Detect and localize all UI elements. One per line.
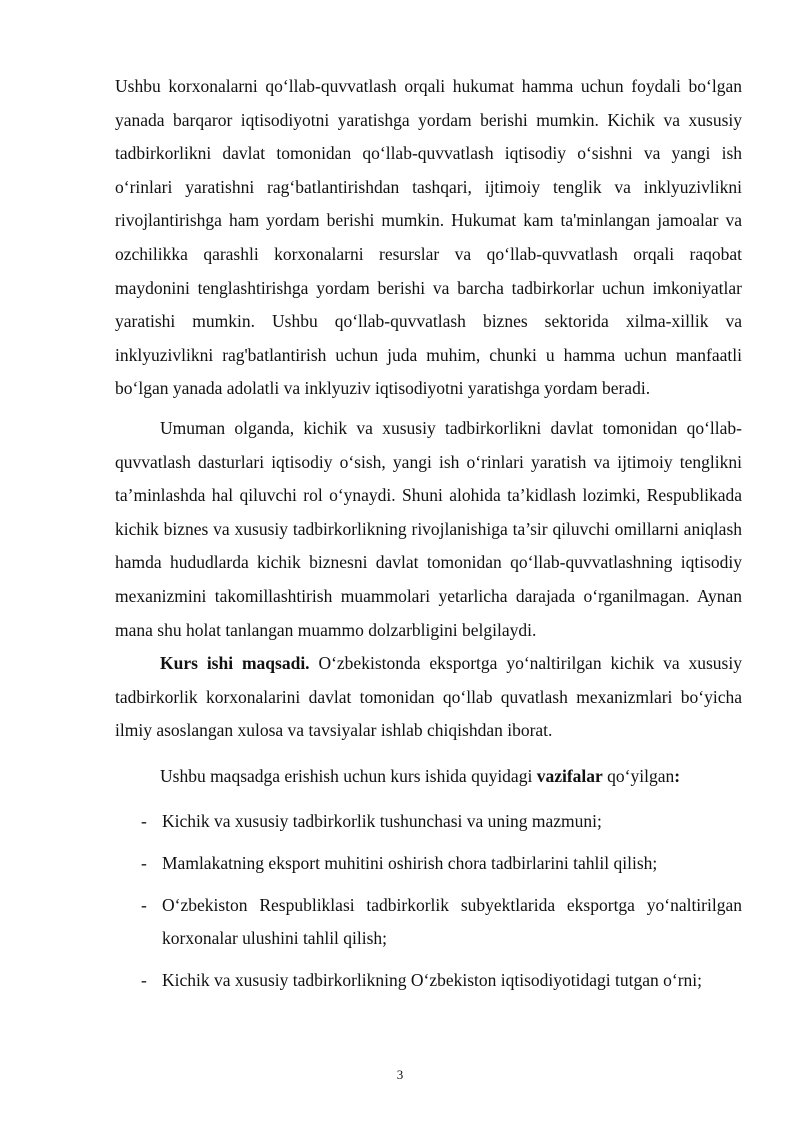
task-text: O‘zbekiston Respubliklasi tadbirkorlik subyektlarida eksportga yo‘naltirilgan korxonalar ulushini tahlil qilish; <box>162 894 742 949</box>
list-item <box>115 889 742 956</box>
document-page <box>115 70 742 1005</box>
paragraph-course-goal <box>115 647 742 748</box>
tasks-intro-end: qo‘yilgan <box>602 765 675 786</box>
paragraph-tasks-intro <box>115 760 742 794</box>
tasks-list <box>115 805 742 997</box>
bullet-dash: - <box>141 853 147 874</box>
list-item <box>115 805 742 839</box>
bullet-dash: - <box>141 894 147 915</box>
tasks-keyword: vazifalar <box>536 765 603 786</box>
paragraph-support-benefits: Ushbu korxonalarni qo‘llab-quvvatlash orqali hukumat hamma uchun foydali bo‘lgan yanada barqaror iqtisodiyotni yaratishga yordam berishi mumkin. Kichik va xususiy tadbirkorlikni davlat tomonidan qo‘llab-quvvatlash iqtisodiy o‘sishni va yangi ish o‘rinlari yaratishni rag‘batlantirishdan tashqari, ijtimoiy tenglik va inklyuzivlikni rivojlantirishga ham yordam berishi mumkin. Hukumat kam ta'minlangan jamoalar va ozchilikka qarashli korxonalarni resurslar va qo‘llab-quvvatlash orqali raqobat maydonini tenglashtirishga yordam berishi va barcha tadbirkorlar uchun imkoniyatlar yaratishi mumkin. Ushbu qo‘llab-quvvatlash biznes sektorida xilma-xillik va inklyuzivlikni rag'batlantirish uchun juda muhim, chunki u hamma uchun manfaatli bo‘lgan yanada adolatli va inklyuziv iqtisodiyotni yaratishga yordam beradi. <box>115 76 742 399</box>
paragraph-relevance: Umuman olganda, kichik va xususiy tadbirkorlikni davlat tomonidan qo‘llab-quvvatlash dasturlari iqtisodiy o‘sish, yangi ish o‘rinlari yaratish va ijtimoiy tenglikni ta’minlashda hal qiluvchi rol o‘ynaydi. Shuni alohida ta’kidlash lozimki, Respublikada kichik biznes va xususiy tadbirkorlikning rivojlanishiga ta’sir qiluvchi omillarni aniqlash hamda hududlarda kichik biznesni davlat tomonidan qo‘llab-quvvatlashning iqtisodiy mexanizmini takomillashtirish muammolari yetarlicha darajada o‘rganilmagan. Aynan mana shu holat tanlangan muammo dolzarbligini belgilaydi. <box>115 417 742 640</box>
task-text: Kichik va xususiy tadbirkorlikning O‘zbekiston iqtisodiyotidagi tutgan o‘rni; <box>162 969 703 990</box>
list-item <box>115 847 742 881</box>
bullet-dash: - <box>141 969 147 990</box>
course-goal-text: O‘zbekistonda eksportga yo‘naltirilgan kichik va xususiy tadbirkorlik korxonalarini davlat tomonidan qo‘llab quvatlash mexanizmlari bo‘yicha ilmiy asoslangan xulosa va tavsiyalar ishlab chiqishdan iborat. <box>115 653 742 741</box>
course-goal-heading: Kurs ishi maqsadi. <box>160 653 310 674</box>
page-number: 3 <box>396 1067 404 1082</box>
list-item <box>115 964 742 998</box>
tasks-intro-start: Ushbu maqsadga erishish uchun kurs ishida quyidagi <box>160 765 537 786</box>
task-text: Kichik va xususiy tadbirkorlik tushunchasi va uning mazmuni; <box>162 811 602 832</box>
bullet-dash: - <box>141 811 147 832</box>
task-text: Mamlakatning eksport muhitini oshirish chora tadbirlarini tahlil qilish; <box>162 853 658 874</box>
tasks-intro-colon: : <box>674 765 681 786</box>
